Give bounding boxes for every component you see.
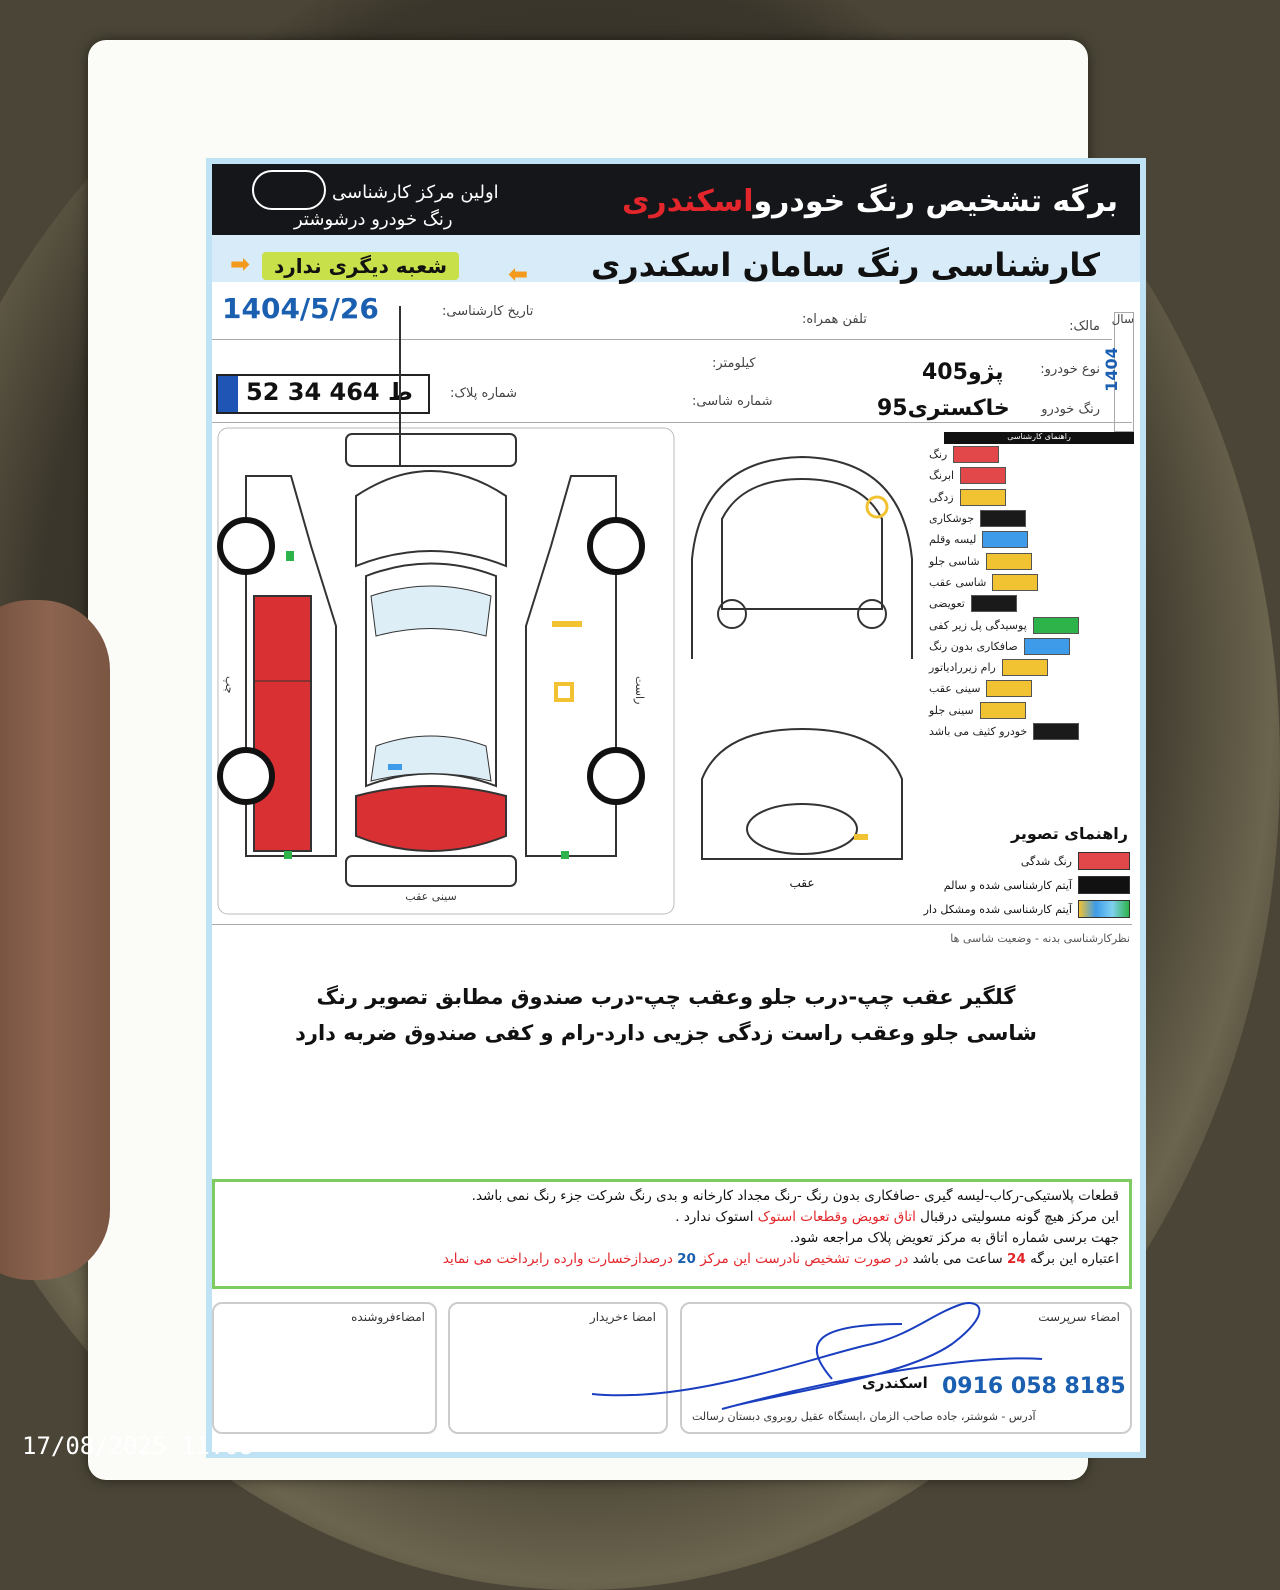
seller-signature-box <box>212 1302 437 1434</box>
car-logo-icon <box>252 170 326 210</box>
thumb <box>0 600 110 1280</box>
legend-label: زدگی <box>929 490 954 504</box>
terms-number: 20 <box>677 1251 696 1267</box>
legend-swatch <box>986 553 1032 570</box>
guide-swatch <box>1078 900 1130 918</box>
terms-text: ساعت می باشد <box>912 1251 1003 1267</box>
legend-swatch <box>980 510 1026 527</box>
seller-signature-label: امضاءفروشنده <box>351 1310 425 1324</box>
legend-swatch <box>1033 617 1079 634</box>
notes-line-2: شاسی جلو وعقب راست زدگی جزیی دارد-رام و کفی صندوق ضربه دارد <box>295 1021 1037 1045</box>
trunk-lid-painted <box>356 786 506 851</box>
legend-title: راهنمای کارشناسی <box>944 432 1134 444</box>
guide-swatch <box>1078 876 1130 894</box>
terms-line-4 <box>225 1249 1119 1270</box>
legend-swatch <box>1002 659 1048 676</box>
legend-swatch <box>1033 723 1079 740</box>
legend-item <box>929 487 1134 508</box>
legend-label: پوسیدگی پل زیر کفی <box>929 618 1027 632</box>
guide-item-label: رنگ شدگی <box>1020 854 1072 868</box>
legend-swatch <box>971 595 1017 612</box>
legend-label: سینی جلو <box>929 703 974 717</box>
terms-box <box>212 1179 1132 1289</box>
pdr-mark <box>388 764 402 770</box>
owner-label: مالک: <box>1069 319 1100 334</box>
right-front-wheel <box>590 520 642 572</box>
legend-label: لیسه وقلم <box>929 533 977 547</box>
title-brand: اسکندری <box>621 184 754 219</box>
legend-swatch <box>992 574 1038 591</box>
phone-label: تلفن همراه: <box>802 312 867 327</box>
legend-item <box>929 678 1134 699</box>
rear-chassis-mark <box>854 834 868 840</box>
guide-item <box>924 900 1130 918</box>
divider <box>212 924 1132 925</box>
arrow-left-icon: ⬅ <box>508 260 529 288</box>
divider <box>212 422 1132 423</box>
right-label: راست <box>633 676 646 705</box>
car-type-value: پژو405 <box>922 360 1004 385</box>
green-mark <box>286 551 294 561</box>
legend-label: تعویضی <box>929 597 965 611</box>
legend-item <box>929 657 1134 678</box>
legend-swatch <box>980 702 1026 719</box>
year-label: سال <box>1111 312 1134 326</box>
legend-item <box>929 550 1134 571</box>
center-phone: 0916 058 8185 <box>942 1374 1126 1399</box>
front-tray <box>346 434 516 466</box>
year-value: 1404 <box>1102 347 1122 392</box>
legend-swatch <box>1024 638 1070 655</box>
legend-item <box>929 721 1134 742</box>
rear-tray <box>346 856 516 886</box>
left-doors-painted <box>254 596 311 851</box>
legend-item <box>929 593 1134 614</box>
terms-highlight: 24 <box>1007 1251 1026 1267</box>
supervisor-signature-label: امضاء سرپرست <box>1038 1310 1120 1324</box>
terms-highlight: درصدازخسارت وارده رابرداخت می نماید <box>442 1251 673 1267</box>
branch-note: شعبه دیگری ندارد <box>262 252 459 280</box>
legend-swatch <box>960 467 1006 484</box>
left-front-wheel <box>220 520 272 572</box>
terms-line-3: جهت برسی شماره اتاق به مرکز تعویض پلاک مراجعه شود. <box>789 1230 1119 1246</box>
terms-text: اعتباره این برگه <box>1030 1251 1119 1267</box>
car-top-diagram <box>216 426 676 916</box>
front-right-strut <box>858 600 886 628</box>
notes-line-1: گلگیر عقب چپ-درب جلو وعقب چپ-درب صندوق مطابق تصویر رنگ <box>316 985 1016 1009</box>
tagline-1: اولین مرکز کارشناسی <box>332 182 499 203</box>
spare-well <box>747 804 857 854</box>
front-bay-outline <box>692 457 912 659</box>
rear-tray-label: سینی عقب <box>405 890 457 903</box>
expert-date-label: تاریخ کارشناسی: <box>442 304 534 319</box>
left-label: چپ <box>223 676 236 694</box>
legend-swatch <box>953 446 999 463</box>
legend-item <box>929 572 1134 593</box>
terms-highlight: در صورت تشخیص نادرست این مرکز <box>700 1251 909 1267</box>
front-bay-inner <box>722 479 882 609</box>
rear-label: عقب <box>789 876 815 890</box>
plate-number: 52 ط 464 34 <box>246 378 413 406</box>
terms-highlight: اتاق تعویض <box>851 1209 916 1225</box>
car-color-value: خاکستری95 <box>877 396 1010 421</box>
expert-notes <box>252 979 1080 1051</box>
form-subtitle: کارشناسی رنگ سامان اسکندری <box>590 246 1100 284</box>
arrow-right-icon: ➡ <box>230 250 251 278</box>
divider <box>212 339 1112 340</box>
legend-label: شاسی جلو <box>929 554 980 568</box>
guide-title: راهنمای تصویر <box>1010 824 1128 843</box>
guide-item <box>1021 852 1130 870</box>
legend-label: ابرنگ <box>929 469 955 483</box>
legend-swatch <box>986 680 1032 697</box>
license-plate <box>216 374 430 414</box>
legend-item <box>929 636 1134 657</box>
legend-item <box>929 465 1134 486</box>
terms-highlight: وقطعات استوک <box>757 1209 848 1225</box>
front-left-strut <box>718 600 746 628</box>
expert-date-value: 1404/5/26 <box>222 292 379 325</box>
legend-label: رنگ <box>929 448 948 462</box>
terms-line-2 <box>225 1207 1119 1228</box>
guide-item-label: آیتم کارشناسی شده ومشکل دار <box>923 902 1072 916</box>
buyer-signature-label: امضا ءخریدار <box>589 1310 656 1324</box>
green-mark <box>561 851 569 859</box>
title-main: برگه تشخیص رنگ خودرو <box>753 184 1118 219</box>
terms-text: استوک ندارد . <box>675 1209 754 1225</box>
supervisor-name: اسکندری <box>862 1374 928 1392</box>
plate-flag-strip <box>218 376 238 412</box>
green-mark <box>284 851 292 859</box>
notes-title: نظرکارشناسی بدنه - وضعیت شاسی ها <box>950 932 1130 945</box>
legend-label: خودرو کثیف می باشد <box>929 725 1028 738</box>
form-header <box>212 164 1140 288</box>
chassis-diagram <box>682 439 932 899</box>
legend-item <box>929 614 1134 635</box>
guide-swatch <box>1078 852 1130 870</box>
front-chassis-mark <box>867 497 887 517</box>
plate-label: شماره پلاک: <box>450 386 517 401</box>
form-title <box>622 184 1118 219</box>
handwritten-signature <box>572 1284 1052 1424</box>
guide-item-label: آیتم کارشناسی شده و سالم <box>943 878 1072 892</box>
legend-label: صافکاری بدون رنگ <box>929 639 1018 653</box>
center-address: آدرس - شوشتر، جاده صاحب الزمان ،ایستگاه عقیل روبروی دبستان رسالت <box>692 1410 1036 1423</box>
inspection-form <box>206 158 1146 1458</box>
legend-item <box>929 529 1134 550</box>
guide-item <box>944 876 1130 894</box>
legend-label: جوشکاری <box>929 512 975 526</box>
terms-line-1: قطعات پلاستیکی-رکاب-لیسه گیری -صافکاری بدون رنگ -رنگ مجداد کارخانه و بدی رنگ شرکت جزء رنگ نمی باشد. <box>471 1188 1119 1204</box>
legend-item <box>929 444 1134 465</box>
legend-item <box>929 700 1134 721</box>
km-label: کیلومتر: <box>712 356 756 371</box>
legend-swatch <box>982 531 1028 548</box>
photo-timestamp: 17/08/2025 11:08 <box>22 1432 254 1460</box>
terms-text: این مرکز هیچ گونه مسولیتی درقبال <box>920 1209 1119 1225</box>
tagline-2: رنگ خودرو درشوشتر <box>294 209 453 230</box>
legend-label: شاسی عقب <box>929 575 987 589</box>
legend-label: رام زیررادیاتور <box>929 661 996 675</box>
car-color-label: رنگ خودرو <box>1041 402 1100 417</box>
car-type-label: نوع خودرو: <box>1040 362 1100 377</box>
legend-item <box>929 508 1134 529</box>
rear-bay-outline <box>702 729 902 859</box>
hood <box>356 471 506 566</box>
legend-label: سینی عقب <box>929 682 981 696</box>
legend-list <box>929 444 1134 742</box>
right-rear-wheel <box>590 750 642 802</box>
windshield <box>371 586 491 636</box>
chassis-label: شماره شاسی: <box>692 394 773 409</box>
laminated-sheet <box>88 40 1134 1480</box>
left-rear-wheel <box>220 750 272 802</box>
legend-swatch <box>960 489 1006 506</box>
right-chassis-mark <box>552 621 582 627</box>
